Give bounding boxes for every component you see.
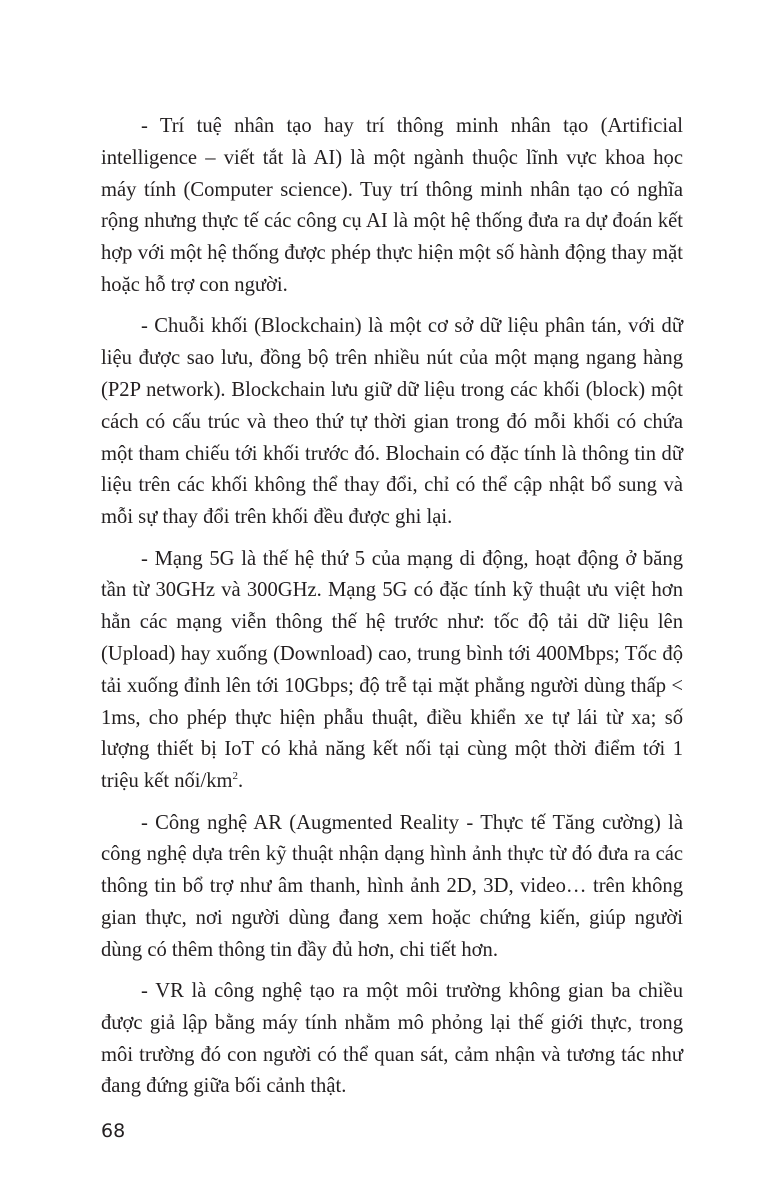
paragraph-vr: - VR là công nghệ tạo ra một môi trường không gian ba chiều được giả lập bằng máy tính nhằm mô phỏng lại thế giới thực, trong môi trường đó con người có thể quan sát, cảm nhận và tương tác như đang đứng giữa bối cảnh thật. [101, 980, 683, 1098]
paragraph-ar: - Công nghệ AR (Augmented Reality - Thực tế Tăng cường) là công nghệ dựa trên kỹ thuật nhận dạng hình ảnh thực từ đó đưa ra các thông tin bổ trợ như âm thanh, hình ảnh 2D, 3D, video… trên không gian thực, nơi người dùng đang xem hoặc chứng kiến, giúp người dùng có thêm thông tin đầy đủ hơn, chi tiết hơn. [101, 811, 683, 961]
paragraph-5g-end: . [238, 770, 244, 793]
paragraph-5g [101, 544, 683, 798]
paragraph-5g-text: - Mạng 5G là thế hệ thứ 5 của mạng di động, hoạt động ở băng tần từ 30GHz và 300GHz. Mạng 5G có đặc tính kỹ thuật ưu việt hơn hẳn các mạng viễn thông thế hệ trước như: tốc độ tải dữ liệu lên (Upload) hay xuống (Download) cao, trung bình tới 400Mbps; Tốc độ tải xuống đỉnh lên tới 10Gbps; độ trễ tại mặt phẳng người dùng thấp < 1ms, cho phép thực hiện phẫu thuật, điều khiển xe tự lái từ xa; số lượng thiết bị IoT có khả năng kết nối tại cùng một thời điểm tới 1 triệu kết nối/km [101, 547, 683, 793]
superscript-2: 2 [232, 770, 239, 783]
paragraph-blockchain: - Chuỗi khối (Blockchain) là một cơ sở dữ liệu phân tán, với dữ liệu được sao lưu, đồng bộ trên nhiều nút của một mạng ngang hàng (P2P network). Blockchain lưu giữ dữ liệu trong các khối (block) một cách có cấu trúc và theo thứ tự thời gian trong đó mỗi khối có chứa một tham chiếu tới khối trước đó. Blochain có đặc tính là thông tin dữ liệu trên các khối không thể thay đổi, chỉ có thể cập nhật bổ sung và mỗi sự thay đổi trên khối đều được ghi lại. [101, 315, 683, 529]
paragraph-ai: - Trí tuệ nhân tạo hay trí thông minh nhân tạo (Artificial intelligence – viết tắt là AI) là một ngành thuộc lĩnh vực khoa học máy tính (Computer science). Tuy trí thông minh nhân tạo có nghĩa rộng nhưng thực tế các công cụ AI là một hệ thống đưa ra dự đoán kết hợp với một hệ thống được phép thực hiện một số hành động thay mặt hoặc hỗ trợ con người. [101, 115, 683, 296]
page-number: 68 [101, 1120, 126, 1142]
page-body [101, 111, 683, 1113]
